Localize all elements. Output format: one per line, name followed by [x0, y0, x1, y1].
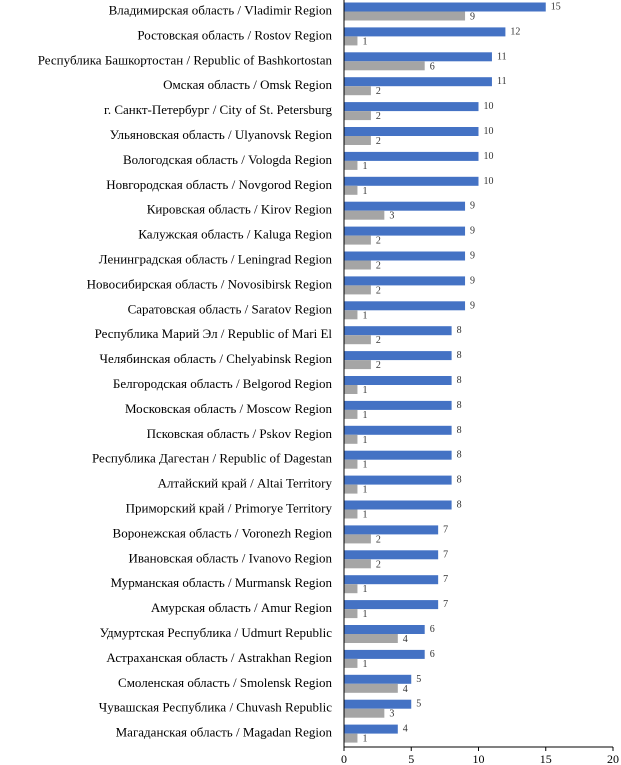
bar-series1 [344, 550, 438, 559]
data-label-series1: 5 [416, 673, 422, 685]
bar-series2 [344, 111, 371, 120]
bar-series2 [344, 360, 371, 369]
x-tick-label: 15 [539, 752, 552, 765]
bar-series1 [344, 276, 465, 285]
data-label-series1: 7 [443, 599, 449, 611]
category-label: Омская область / Omsk Region [163, 77, 332, 93]
data-label-series2: 2 [375, 260, 381, 272]
data-label-series1: 10 [483, 175, 494, 187]
data-label-series1: 9 [470, 275, 476, 287]
data-label-series1: 9 [470, 200, 476, 212]
category-label: Калужская область / Kaluga Region [138, 226, 332, 242]
category-label: Ленинградская область / Leningrad Region [98, 251, 332, 267]
category-label: Мурманская область / Murmansk Region [110, 575, 332, 591]
bar-series2 [344, 186, 357, 195]
bar-series1 [344, 301, 465, 310]
bar-series1 [344, 675, 411, 684]
category-label: Смоленская область / Smolensk Region [118, 674, 332, 690]
bar-series2 [344, 211, 384, 220]
data-label-series1: 4 [402, 723, 408, 735]
data-label-series2: 1 [362, 185, 368, 197]
bar-series1 [344, 202, 465, 211]
data-label-series2: 2 [375, 285, 381, 297]
data-label-series2: 1 [362, 484, 368, 496]
data-label-series1: 7 [443, 574, 449, 586]
bar-series2 [344, 609, 357, 618]
bar-series2 [344, 261, 371, 270]
category-labels [38, 2, 561, 745]
bar-series1 [344, 451, 452, 460]
data-label-series2: 6 [429, 61, 435, 73]
bar-series1 [344, 725, 398, 734]
data-label-series2: 2 [375, 534, 381, 546]
data-label-series1: 12 [510, 26, 521, 38]
bar-series2 [344, 684, 398, 693]
category-label: Республика Дагестан / Republic of Dagestan [91, 450, 332, 466]
category-label: Воронежская область / Voronezh Region [112, 525, 332, 541]
bar-series1 [344, 600, 438, 609]
bar-series2 [344, 335, 371, 344]
category-label: Челябинская область / Chelyabinsk Region [99, 351, 332, 367]
category-label: Кировская область / Kirov Region [146, 201, 332, 217]
data-label-series2: 2 [375, 360, 381, 372]
data-label-series1: 11 [496, 76, 507, 88]
bar-series1 [344, 102, 479, 111]
data-label-series1: 9 [470, 250, 476, 262]
bar-series1 [344, 376, 452, 385]
data-label-series2: 1 [362, 584, 368, 596]
category-label: Новгородская область / Novgorod Region [106, 176, 332, 192]
data-label-series1: 11 [496, 51, 507, 63]
bar-series2 [344, 460, 357, 469]
bar-series1 [344, 227, 465, 236]
data-label-series1: 6 [429, 624, 435, 635]
bar-series1 [344, 501, 452, 510]
category-label: Республика Башкортостан / Republic of Bashkortostan [37, 52, 332, 68]
data-label-series2: 1 [362, 409, 368, 421]
bar-series1 [344, 525, 438, 534]
data-label-series2: 1 [362, 310, 368, 322]
data-label-series1: 8 [456, 375, 462, 386]
bar-series2 [344, 285, 371, 294]
data-label-series1: 15 [550, 1, 561, 13]
data-label-series1: 8 [456, 325, 462, 337]
data-label-series2: 1 [362, 434, 368, 446]
bar-series1 [344, 700, 411, 709]
data-label-series2: 1 [362, 609, 368, 621]
category-label: Владимирская область / Vladimir Region [108, 2, 332, 18]
bar-series1 [344, 127, 479, 136]
data-label-series1: 8 [456, 350, 462, 362]
category-label: Саратовская область / Saratov Region [127, 301, 332, 317]
category-label: Алтайский край / Altai Territory [157, 475, 332, 491]
bar-series2 [344, 485, 357, 494]
bar-series1 [344, 27, 505, 36]
bar-series1 [344, 152, 479, 161]
data-label-series2: 1 [362, 509, 368, 521]
data-label-series1: 8 [456, 474, 462, 486]
bar-series2 [344, 659, 357, 668]
data-label-series2: 1 [362, 160, 368, 172]
data-label-series1: 8 [456, 399, 462, 411]
bar-series2 [344, 634, 398, 643]
category-label: Ростовская область / Rostov Region [137, 27, 332, 43]
bar-series2 [344, 12, 465, 21]
data-label-series2: 3 [389, 708, 395, 720]
category-label: Белгородская область / Belgorod Region [112, 376, 332, 391]
category-label: Ульяновская область / Ulyanovsk Region [109, 127, 332, 142]
data-label-series1: 8 [456, 424, 462, 436]
bar-series1 [344, 52, 492, 61]
bar-series2 [344, 86, 371, 95]
bar-series2 [344, 385, 357, 394]
data-label-series1: 10 [483, 101, 494, 113]
bar-series1 [344, 177, 479, 186]
data-label-series1: 9 [470, 225, 476, 237]
category-label: Московская область / Moscow Region [124, 400, 332, 416]
data-label-series1: 6 [429, 648, 435, 660]
x-tick-label: 10 [472, 752, 485, 765]
bar-series1 [344, 650, 425, 659]
bar-series1 [344, 77, 492, 86]
bar-series1 [344, 401, 452, 410]
bar-series2 [344, 534, 371, 543]
category-label: Новосибирская область / Novosibirsk Region [86, 276, 332, 292]
category-label: Астраханская область / Astrakhan Region [106, 649, 332, 665]
bar-series1 [344, 252, 465, 261]
category-label: Ивановская область / Ivanovo Region [128, 550, 332, 566]
bar-series2 [344, 435, 357, 444]
data-label-series2: 4 [402, 634, 408, 645]
bar-series2 [344, 61, 425, 70]
data-label-series1: 5 [416, 698, 422, 710]
bar-series2 [344, 734, 357, 743]
data-label-series2: 1 [362, 459, 368, 471]
data-label-series2: 2 [375, 335, 381, 347]
data-label-series2: 2 [375, 136, 381, 147]
data-label-series1: 7 [443, 524, 449, 536]
bar-series2 [344, 310, 357, 319]
data-label-series2: 2 [375, 235, 381, 247]
data-label-series1: 8 [456, 499, 462, 511]
bars-layer [344, 3, 546, 743]
data-label-series1: 10 [483, 126, 494, 137]
category-label: Удмуртская Республика / Udmurt Republic [99, 625, 332, 640]
data-label-series2: 2 [375, 559, 381, 571]
category-label: Республика Марий Эл / Republic of Mari El [94, 326, 332, 342]
bar-series2 [344, 161, 357, 170]
category-label: Амурская область / Amur Region [150, 600, 332, 616]
data-label-series1: 10 [483, 150, 494, 162]
bar-series1 [344, 625, 425, 634]
bar-series2 [344, 559, 371, 568]
bar-series1 [344, 3, 546, 12]
bar-series1 [344, 351, 452, 360]
bar-series2 [344, 36, 357, 45]
data-label-series2: 4 [402, 683, 408, 695]
category-label: Приморский край / Primorye Territory [125, 500, 332, 516]
category-label: Магаданская область / Magadan Region [115, 724, 332, 740]
bar-series2 [344, 236, 371, 245]
category-label: Чувашская Республика / Chuvash Republic [98, 699, 332, 715]
bar-series1 [344, 326, 452, 335]
data-label-series2: 1 [362, 658, 368, 670]
bar-series1 [344, 476, 452, 485]
data-label-series2: 2 [375, 111, 381, 123]
data-label-series1: 8 [456, 449, 462, 461]
bar-series2 [344, 709, 384, 718]
category-label: Псковская область / Pskov Region [146, 425, 332, 441]
bar-series2 [344, 510, 357, 519]
data-label-series2: 1 [362, 385, 368, 396]
data-label-series2: 9 [470, 11, 476, 23]
x-tick-label: 0 [341, 752, 347, 765]
bar-series1 [344, 426, 452, 435]
data-label-series2: 3 [389, 210, 395, 222]
data-label-series2: 1 [362, 36, 368, 48]
x-tick-label: 20 [607, 752, 619, 765]
category-label: г. Санкт-Петербург / City of St. Petersburg [103, 102, 332, 118]
bar-series2 [344, 136, 371, 145]
data-label-series1: 9 [470, 300, 476, 312]
bar-series1 [344, 575, 438, 584]
data-label-series2: 2 [375, 86, 381, 98]
data-label-series1: 7 [443, 549, 449, 561]
bar-series2 [344, 410, 357, 419]
x-tick-label: 5 [408, 752, 415, 765]
bar-series2 [344, 584, 357, 593]
category-label: Вологодская область / Vologda Region [122, 151, 332, 167]
data-label-series2: 1 [362, 733, 368, 745]
